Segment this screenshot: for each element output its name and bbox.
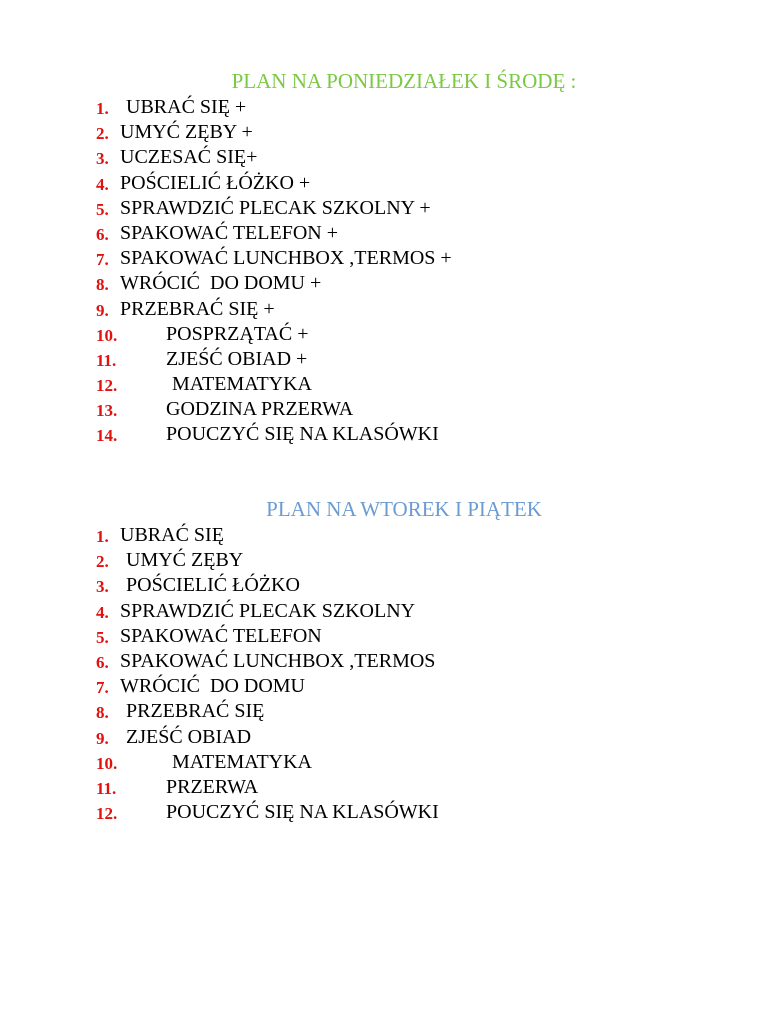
- item-text: PRZERWA: [166, 775, 259, 798]
- plan-title: PLAN NA WTOREK I PIĄTEK: [266, 497, 542, 521]
- item-text: SPAKOWAĆ LUNCHBOX ,TERMOS: [120, 649, 436, 672]
- item-text: GODZINA PRZERWA: [166, 398, 354, 421]
- item-number: 3.: [96, 149, 109, 169]
- item-number: 2.: [96, 124, 109, 144]
- item-number: 12.: [96, 804, 118, 824]
- item-text: UMYĆ ZĘBY: [126, 549, 244, 572]
- item-text: UCZESAĆ SIĘ+: [120, 146, 258, 169]
- item-number: 7.: [96, 678, 109, 698]
- list-item: [0, 548, 768, 573]
- list-item: [0, 171, 768, 196]
- item-text: UBRAĆ SIĘ +: [126, 96, 247, 118]
- item-number: 9.: [96, 728, 109, 748]
- list-item: [0, 523, 768, 548]
- item-text: WRÓCIĆ DO DOMU +: [120, 272, 322, 295]
- list-item: [0, 145, 768, 170]
- item-number: 13.: [96, 401, 118, 421]
- item-number: 8.: [96, 275, 109, 295]
- item-text: PRZEBRAĆ SIĘ +: [120, 297, 275, 320]
- list-item: [0, 120, 768, 145]
- list-item: [0, 322, 768, 347]
- item-text: UBRAĆ SIĘ: [120, 524, 224, 546]
- list-item: [0, 573, 768, 598]
- list-item: [0, 624, 768, 649]
- plan-title: PLAN NA PONIEDZIAŁEK I ŚRODĘ :: [231, 69, 577, 93]
- item-text: POUCZYĆ SIĘ NA KLASÓWKI: [166, 801, 439, 824]
- item-number: 5.: [96, 199, 109, 219]
- list-item: [0, 699, 768, 724]
- item-text: PRZEBRAĆ SIĘ: [126, 700, 265, 723]
- item-text: SPAKOWAĆ TELEFON +: [120, 221, 338, 244]
- item-text: SPRAWDZIĆ PLECAK SZKOLNY +: [120, 196, 431, 219]
- list-item: [0, 800, 768, 825]
- list-item: [0, 775, 768, 800]
- item-number: 10.: [96, 753, 118, 773]
- item-number: 1.: [96, 99, 109, 118]
- item-text: POŚCIELIĆ ŁÓŻKO: [126, 574, 300, 597]
- item-number: 9.: [96, 300, 109, 320]
- item-number: 11.: [96, 350, 117, 370]
- list-item: [0, 725, 768, 750]
- task-list: [0, 95, 768, 448]
- list-item: [0, 750, 768, 775]
- list-item: [0, 372, 768, 397]
- item-text: SPAKOWAĆ TELEFON: [120, 624, 322, 647]
- item-text: WRÓCIĆ DO DOMU: [120, 675, 305, 698]
- item-text: UMYĆ ZĘBY +: [120, 121, 253, 144]
- list-item: [0, 297, 768, 322]
- list-item: [0, 347, 768, 372]
- item-number: 4.: [96, 602, 109, 622]
- list-item: [0, 221, 768, 246]
- list-item: [0, 95, 768, 120]
- item-text: POŚCIELIĆ ŁÓŻKO +: [120, 171, 311, 194]
- list-item: [0, 422, 768, 447]
- task-list: [0, 523, 768, 825]
- item-number: 10.: [96, 325, 118, 345]
- item-text: SPAKOWAĆ LUNCHBOX ,TERMOS +: [120, 247, 452, 270]
- item-text: POSPRZĄTAĆ +: [166, 322, 309, 345]
- item-number: 6.: [96, 652, 109, 672]
- item-number: 5.: [96, 627, 109, 647]
- item-number: 6.: [96, 224, 109, 244]
- item-text: SPRAWDZIĆ PLECAK SZKOLNY: [120, 599, 416, 622]
- list-item: [0, 196, 768, 221]
- item-number: 7.: [96, 250, 109, 270]
- plan-tuesday-friday: [0, 496, 768, 825]
- list-item: [0, 674, 768, 699]
- item-number: 2.: [96, 552, 109, 572]
- item-number: 11.: [96, 778, 117, 798]
- item-number: 12.: [96, 376, 118, 396]
- item-text: ZJEŚĆ OBIAD +: [166, 347, 308, 370]
- item-text: MATEMATYKA: [172, 373, 312, 396]
- list-item: [0, 649, 768, 674]
- item-text: POUCZYĆ SIĘ NA KLASÓWKI: [166, 423, 439, 446]
- item-number: 8.: [96, 703, 109, 723]
- list-item: [0, 599, 768, 624]
- item-number: 1.: [96, 527, 109, 546]
- list-item: [0, 246, 768, 271]
- list-item: [0, 397, 768, 422]
- item-number: 14.: [96, 426, 118, 446]
- item-text: MATEMATYKA: [172, 750, 312, 773]
- list-item: [0, 271, 768, 296]
- item-number: 3.: [96, 577, 109, 597]
- plan-monday-wednesday: [0, 68, 768, 448]
- item-text: ZJEŚĆ OBIAD: [126, 725, 252, 748]
- item-number: 4.: [96, 174, 109, 194]
